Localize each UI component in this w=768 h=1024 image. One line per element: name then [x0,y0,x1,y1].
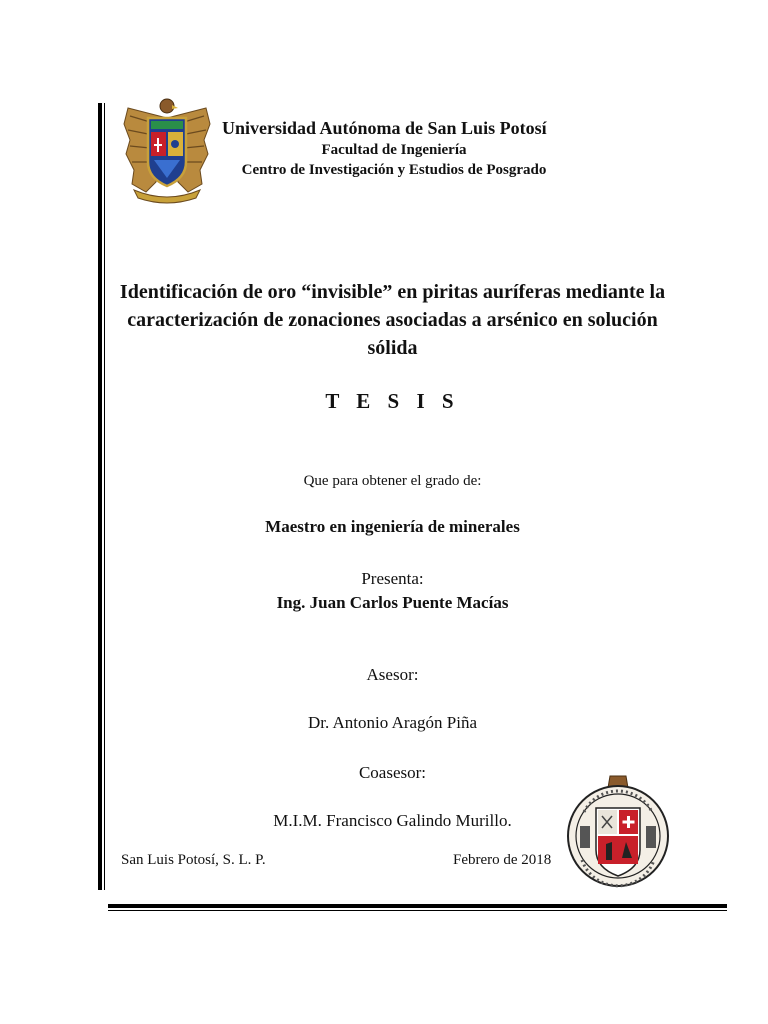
university-name: Universidad Autónoma de San Luis Potosí [222,118,547,138]
advisor-label: Asesor: [366,665,419,684]
degree-name: Maestro en ingeniería de minerales [265,517,520,536]
faculty-name: Facultad de Ingeniería [321,142,467,158]
author-name: Ing. Juan Carlos Puente Macías [276,593,509,612]
document-type: T E S I S [325,389,460,413]
grade-intro: Que para obtener el grado de: [303,473,482,489]
place: San Luis Potosí, S. L. P. [121,852,266,868]
advisor-name: Dr. Antonio Aragón Piña [307,713,478,732]
thesis-title: Identificación de oro “invisible” en piritas auríferas mediante la caracterización de zonaciones asociadas a arsénico en solución sólida [119,281,666,359]
coadvisor-name: M.I.M. Francisco Galindo Murillo. [273,811,512,830]
bottom-border-rule [108,904,727,908]
coadvisor-label: Coasesor: [358,763,427,782]
research-center-name: Centro de Investigación y Estudios de Posgrado [241,162,547,178]
date: Febrero de 2018 [453,852,552,868]
university-crest-icon [120,96,214,206]
presenter-label: Presenta: [361,569,424,588]
bottom-border-rule-thin [108,910,727,911]
faculty-crest-icon [566,772,670,892]
